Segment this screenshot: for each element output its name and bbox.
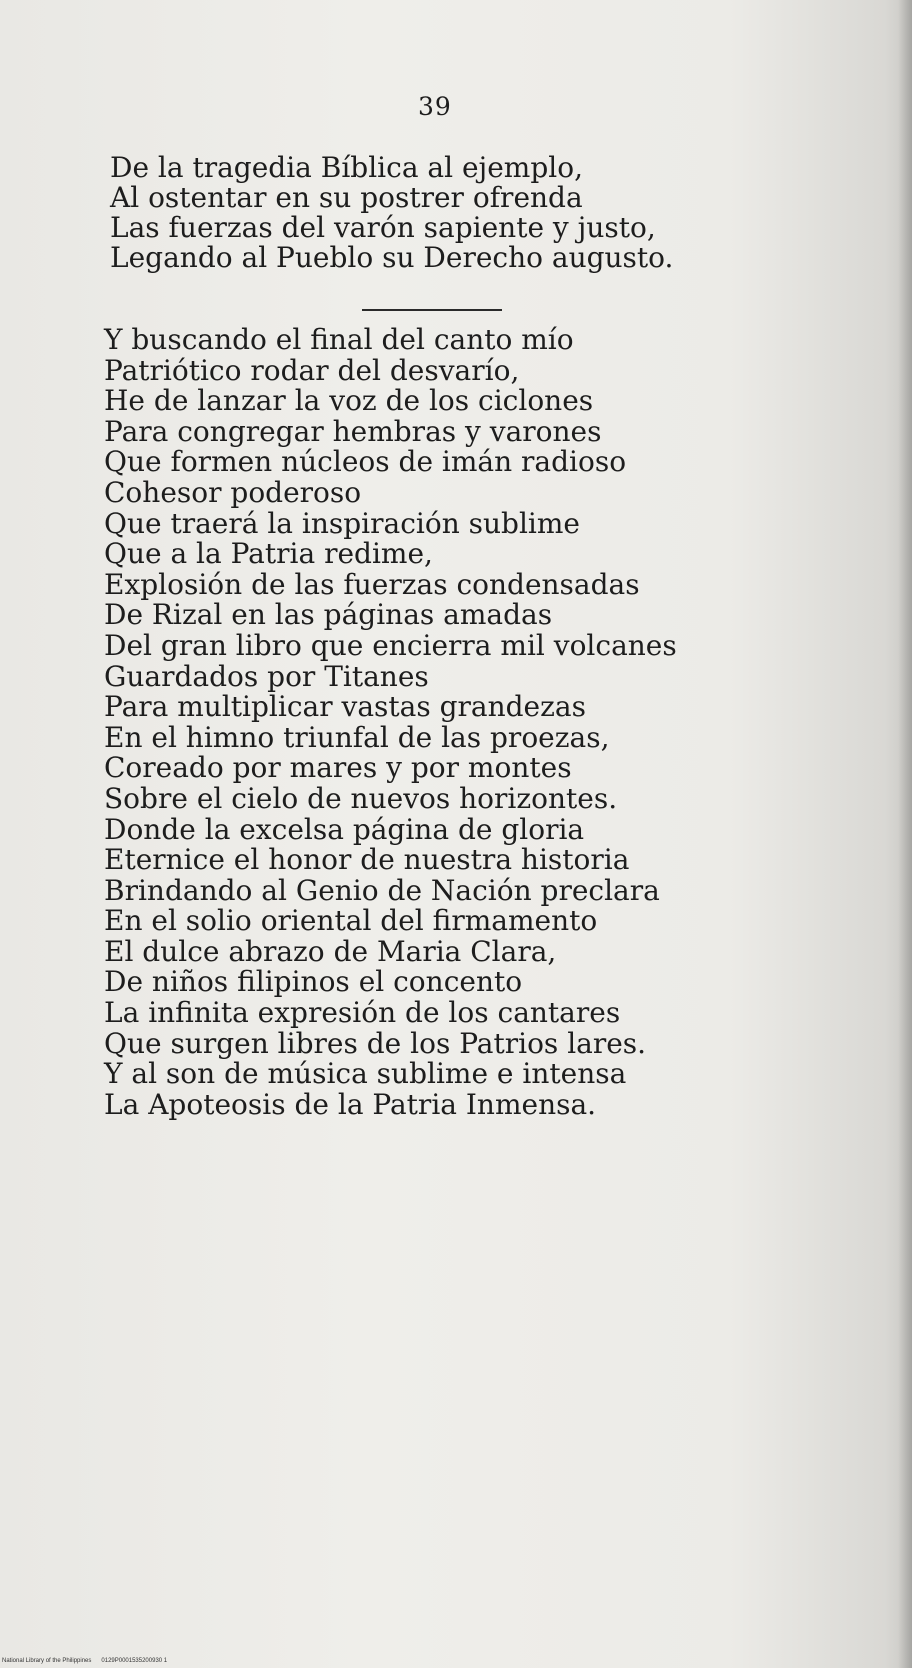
verse-line: De la tragedia Bíblica al ejemplo, [110, 151, 583, 184]
page-number: 39 [418, 92, 452, 121]
verse-line: En el himno triunfal de las proezas, [104, 720, 610, 754]
verse-line: La infinita expresión de los cantares [104, 996, 621, 1030]
verse-line: He de lanzar la voz de los ciclones [104, 384, 594, 418]
verse-line: Que a la Patria redime, [104, 537, 433, 571]
verse-line: Brindando al Genio de Nación preclara [104, 873, 660, 907]
verse-line: El dulce abrazo de Maria Clara, [104, 934, 557, 968]
verse-line: Que traerá la inspiración sublime [104, 506, 580, 540]
verse-line: Eternice el honor de nuestra historia [104, 843, 630, 877]
verse-line: Para multiplicar vastas grandezas [104, 690, 586, 724]
verse-line: Al ostentar en su postrer ofrenda [110, 181, 583, 214]
verse-line: Patriótico rodar del desvarío, [104, 353, 520, 387]
scan-credit [2, 1658, 167, 1664]
verse-line: Y buscando el final del canto mío [104, 323, 574, 356]
verse-line: Que formen núcleos de imán radioso [104, 445, 627, 479]
verse-line: Y al son de música sublime e intensa [104, 1057, 627, 1091]
verse-line: Las fuerzas del varón sapiente y justo, [110, 211, 656, 244]
verse-line: Donde la excelsa página de gloria [104, 812, 585, 846]
verse-line: Para congregar hembras y varones [104, 414, 602, 448]
verse-line: Sobre el cielo de nuevos horizontes. [104, 781, 618, 815]
verse-line: Coreado por mares y por montes [104, 751, 572, 785]
verse-line: En el solio oriental del firmamento [104, 904, 598, 938]
section-divider [362, 309, 502, 311]
verse-line: Legando al Pueblo su Derecho augusto. [110, 241, 674, 274]
verse-line: Del gran libro que encierra mil volcanes [104, 628, 677, 662]
stanza-1 [110, 153, 673, 273]
page-edge-shadow [898, 0, 912, 1668]
scan-credit-library: National Library of the Philippines [2, 1658, 92, 1664]
stanza-2 [104, 325, 677, 1120]
verse-line: La Apoteosis de la Patria Inmensa. [104, 1087, 597, 1121]
verse-line: Que surgen libres de los Patrios lares. [104, 1026, 647, 1060]
scan-credit-id: 0129P0001535200930 1 [101, 1658, 168, 1664]
verse-line: De niños filipinos el concento [104, 965, 523, 999]
verse-line: Cohesor poderoso [104, 475, 362, 509]
verse-line: Guardados por Titanes [104, 659, 429, 693]
verse-line: De Rizal en las páginas amadas [104, 598, 553, 632]
verse-line: Explosión de las fuerzas condensadas [104, 567, 640, 601]
